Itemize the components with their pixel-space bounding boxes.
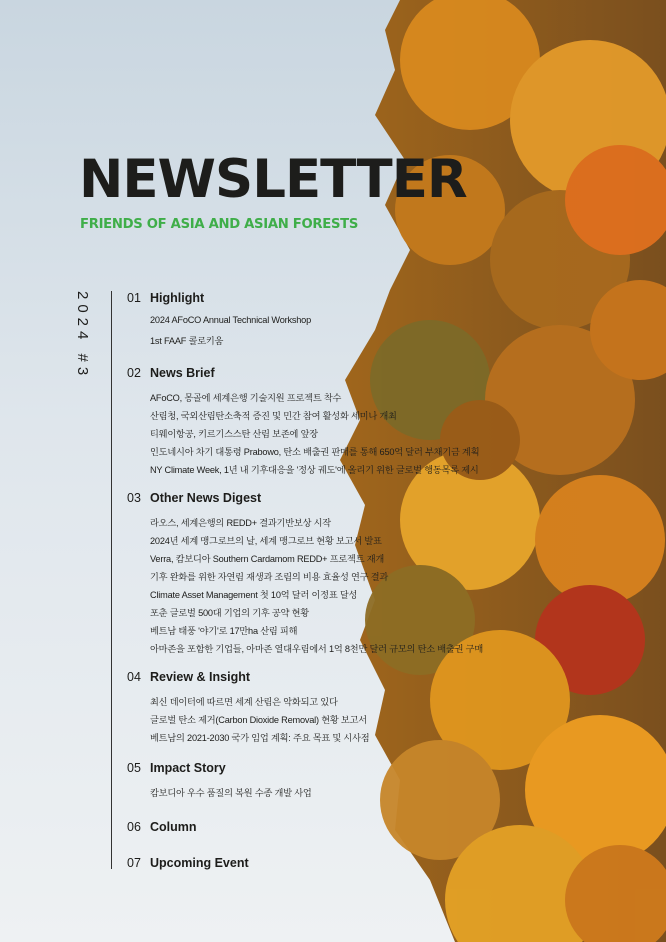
newsletter-title: NEWSLETTER: [79, 149, 467, 210]
section-number: 01: [127, 291, 141, 305]
toc-item[interactable]: NY Climate Week, 1년 내 기후대응을 '정상 궤도'에 올리기 위한 글로벌 행동목록 제시: [150, 465, 479, 475]
toc-item[interactable]: 1st FAAF 콜로키움: [150, 336, 224, 346]
toc-item[interactable]: 2024년 세계 맹그로브의 날, 세계 맹그로브 현황 보고서 발표: [150, 536, 382, 546]
section-number: 03: [127, 491, 141, 505]
toc-item[interactable]: 포춘 글로벌 500대 기업의 기후 공약 현황: [150, 608, 309, 618]
toc-item[interactable]: Verra, 캄보디아 Southern Cardamom REDD+ 프로젝트 재개: [150, 554, 385, 564]
section-title-impact-story[interactable]: Impact Story: [150, 761, 226, 775]
section-number: 07: [127, 856, 141, 870]
toc-item[interactable]: 2024 AFoCO Annual Technical Workshop: [150, 315, 311, 325]
toc-item[interactable]: 티웨이항공, 키르기스스탄 산림 보존에 앞장: [150, 429, 318, 439]
toc-item[interactable]: AFoCO, 몽골에 세계은행 기술지원 프로젝트 착수: [150, 393, 342, 403]
issue-number: 2024 #3: [74, 291, 91, 381]
section-title-other-news-digest[interactable]: Other News Digest: [150, 491, 262, 505]
section-title-news-brief[interactable]: News Brief: [150, 366, 215, 380]
toc-item[interactable]: 베트남의 2021-2030 국가 임업 계획: 주요 목표 및 시사점: [150, 733, 370, 743]
toc-item[interactable]: 글로벌 탄소 제거(Carbon Dioxide Removal) 현황 보고서: [150, 715, 367, 725]
toc-item[interactable]: Climate Asset Management 첫 10억 달러 이정표 달성: [150, 590, 358, 600]
section-title-review-insight[interactable]: Review & Insight: [150, 670, 251, 684]
toc-item[interactable]: 베트남 태풍 '야기'로 17만ha 산림 피해: [150, 626, 298, 636]
toc-item[interactable]: 최신 데이터에 따르면 세계 산림은 악화되고 있다: [150, 697, 338, 707]
toc-item[interactable]: 아마존을 포함한 기업들, 아마존 열대우림에서 1억 8천만 달러 규모의 탄소 배출권 구매: [150, 644, 484, 654]
toc-item[interactable]: 라오스, 세계은행의 REDD+ 결과기반보상 시작: [150, 518, 331, 528]
section-title-highlight[interactable]: Highlight: [150, 291, 205, 305]
section-number: 06: [127, 820, 141, 834]
toc-item[interactable]: 기후 완화를 위한 자연림 재생과 조림의 비용 효율성 연구 결과: [150, 572, 389, 582]
section-title-column[interactable]: Column: [150, 820, 197, 834]
toc-item[interactable]: 산림청, 국외산림탄소축적 증진 및 민간 참여 활성화 세미나 개최: [150, 411, 397, 421]
section-number: 02: [127, 366, 141, 380]
toc-item[interactable]: 인도네시아 차기 대통령 Prabowo, 탄소 배출권 판매를 통해 650억 달러 부채기금 계획: [150, 447, 480, 457]
section-title-upcoming-event[interactable]: Upcoming Event: [150, 856, 249, 870]
newsletter-subtitle: FRIENDS OF ASIA AND ASIAN FORESTS: [80, 217, 359, 232]
toc-item[interactable]: 캄보디아 우수 품질의 복원 수종 개발 사업: [150, 788, 312, 798]
toc-divider: [111, 291, 112, 869]
section-number: 05: [127, 761, 141, 775]
section-number: 04: [127, 670, 141, 684]
